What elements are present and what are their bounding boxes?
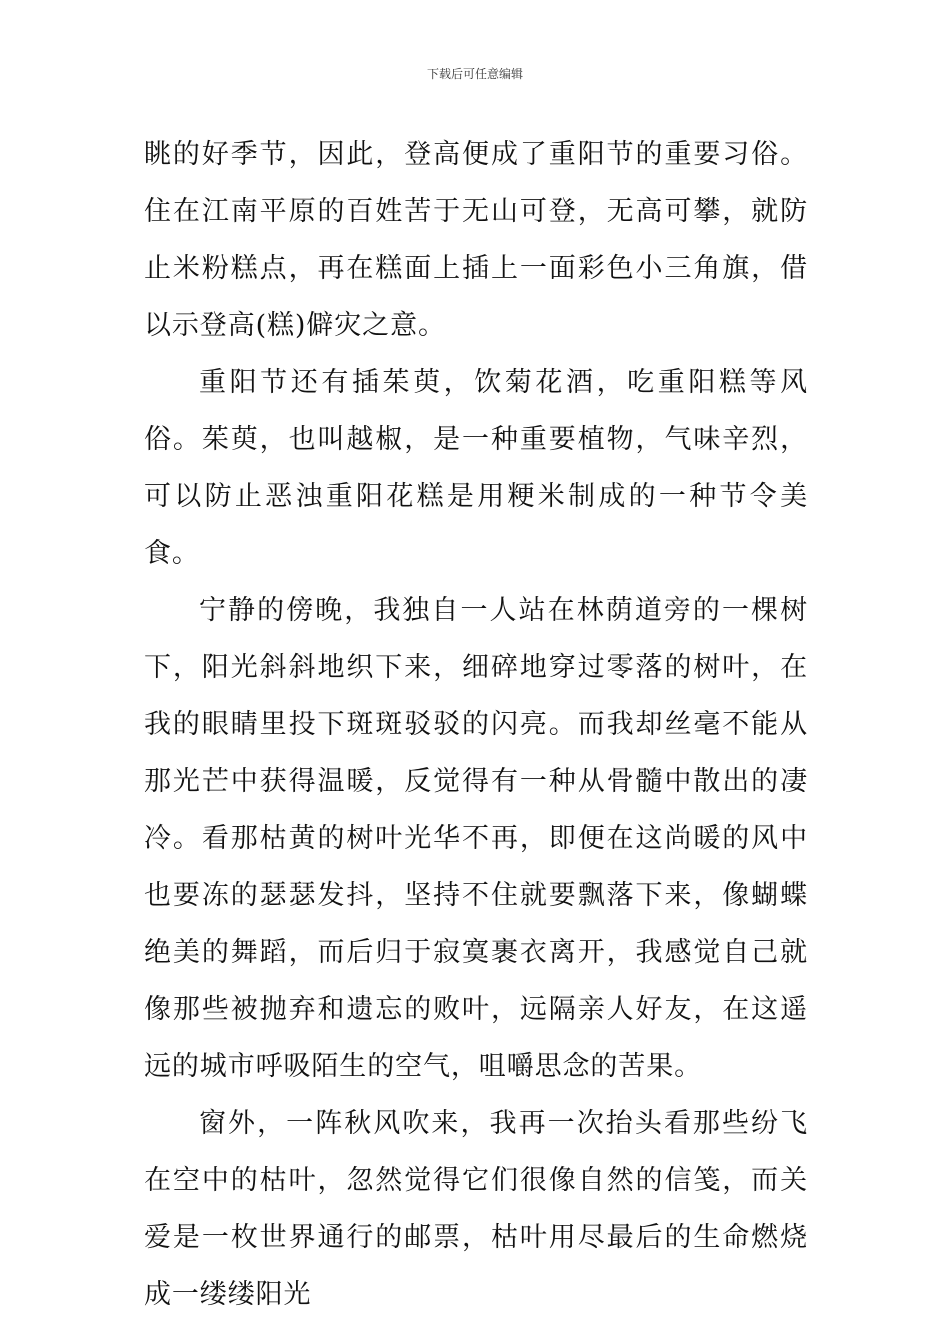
document-body [144, 126, 808, 1323]
paragraph-evening: 宁静的傍晚，我独自一人站在林荫道旁的一棵树下，阳光斜斜地织下来，细碎地穿过零落的树叶，在我的眼睛里投下斑斑驳驳的闪亮。而我却丝毫不能从那光芒中获得温暖，反觉得有一种从骨髓中散出的凄冷。看那枯黄的树叶光华不再，即便在这尚暖的风中也要冻的瑟瑟发抖，坚持不住就要飘落下来，像蝴蝶绝美的舞蹈，而后归于寂寞裹衣离开，我感觉自己就像那些被抛弃和遗忘的败叶，远隔亲人好友，在这遥远的城市呼吸陌生的空气，咀嚼思念的苦果。 [144, 595, 808, 1082]
paragraph-window: 窗外，一阵秋风吹来，我再一次抬头看那些纷飞在空中的枯叶，忽然觉得它们很像自然的信笺，而关爱是一枚世界通行的邮票，枯叶用尽最后的生命燃烧成一缕缕阳光 [144, 1108, 808, 1310]
paragraph-customs: 重阳节还有插茱萸，饮菊花酒，吃重阳糕等风俗。茱萸，也叫越椒，是一种重要植物，气味辛烈，可以防止恶浊重阳花糕是用粳米制成的一种节令美食。 [144, 367, 808, 569]
paragraph-continuation: 眺的好季节，因此，登高便成了重阳节的重要习俗。住在江南平原的百姓苦于无山可登，无高可攀，就防止米粉糕点，再在糕面上插上一面彩色小三角旗，借以示登高(糕)僻灾之意。 [144, 139, 808, 341]
page-header-note: 下载后可任意编辑 [426, 67, 523, 81]
